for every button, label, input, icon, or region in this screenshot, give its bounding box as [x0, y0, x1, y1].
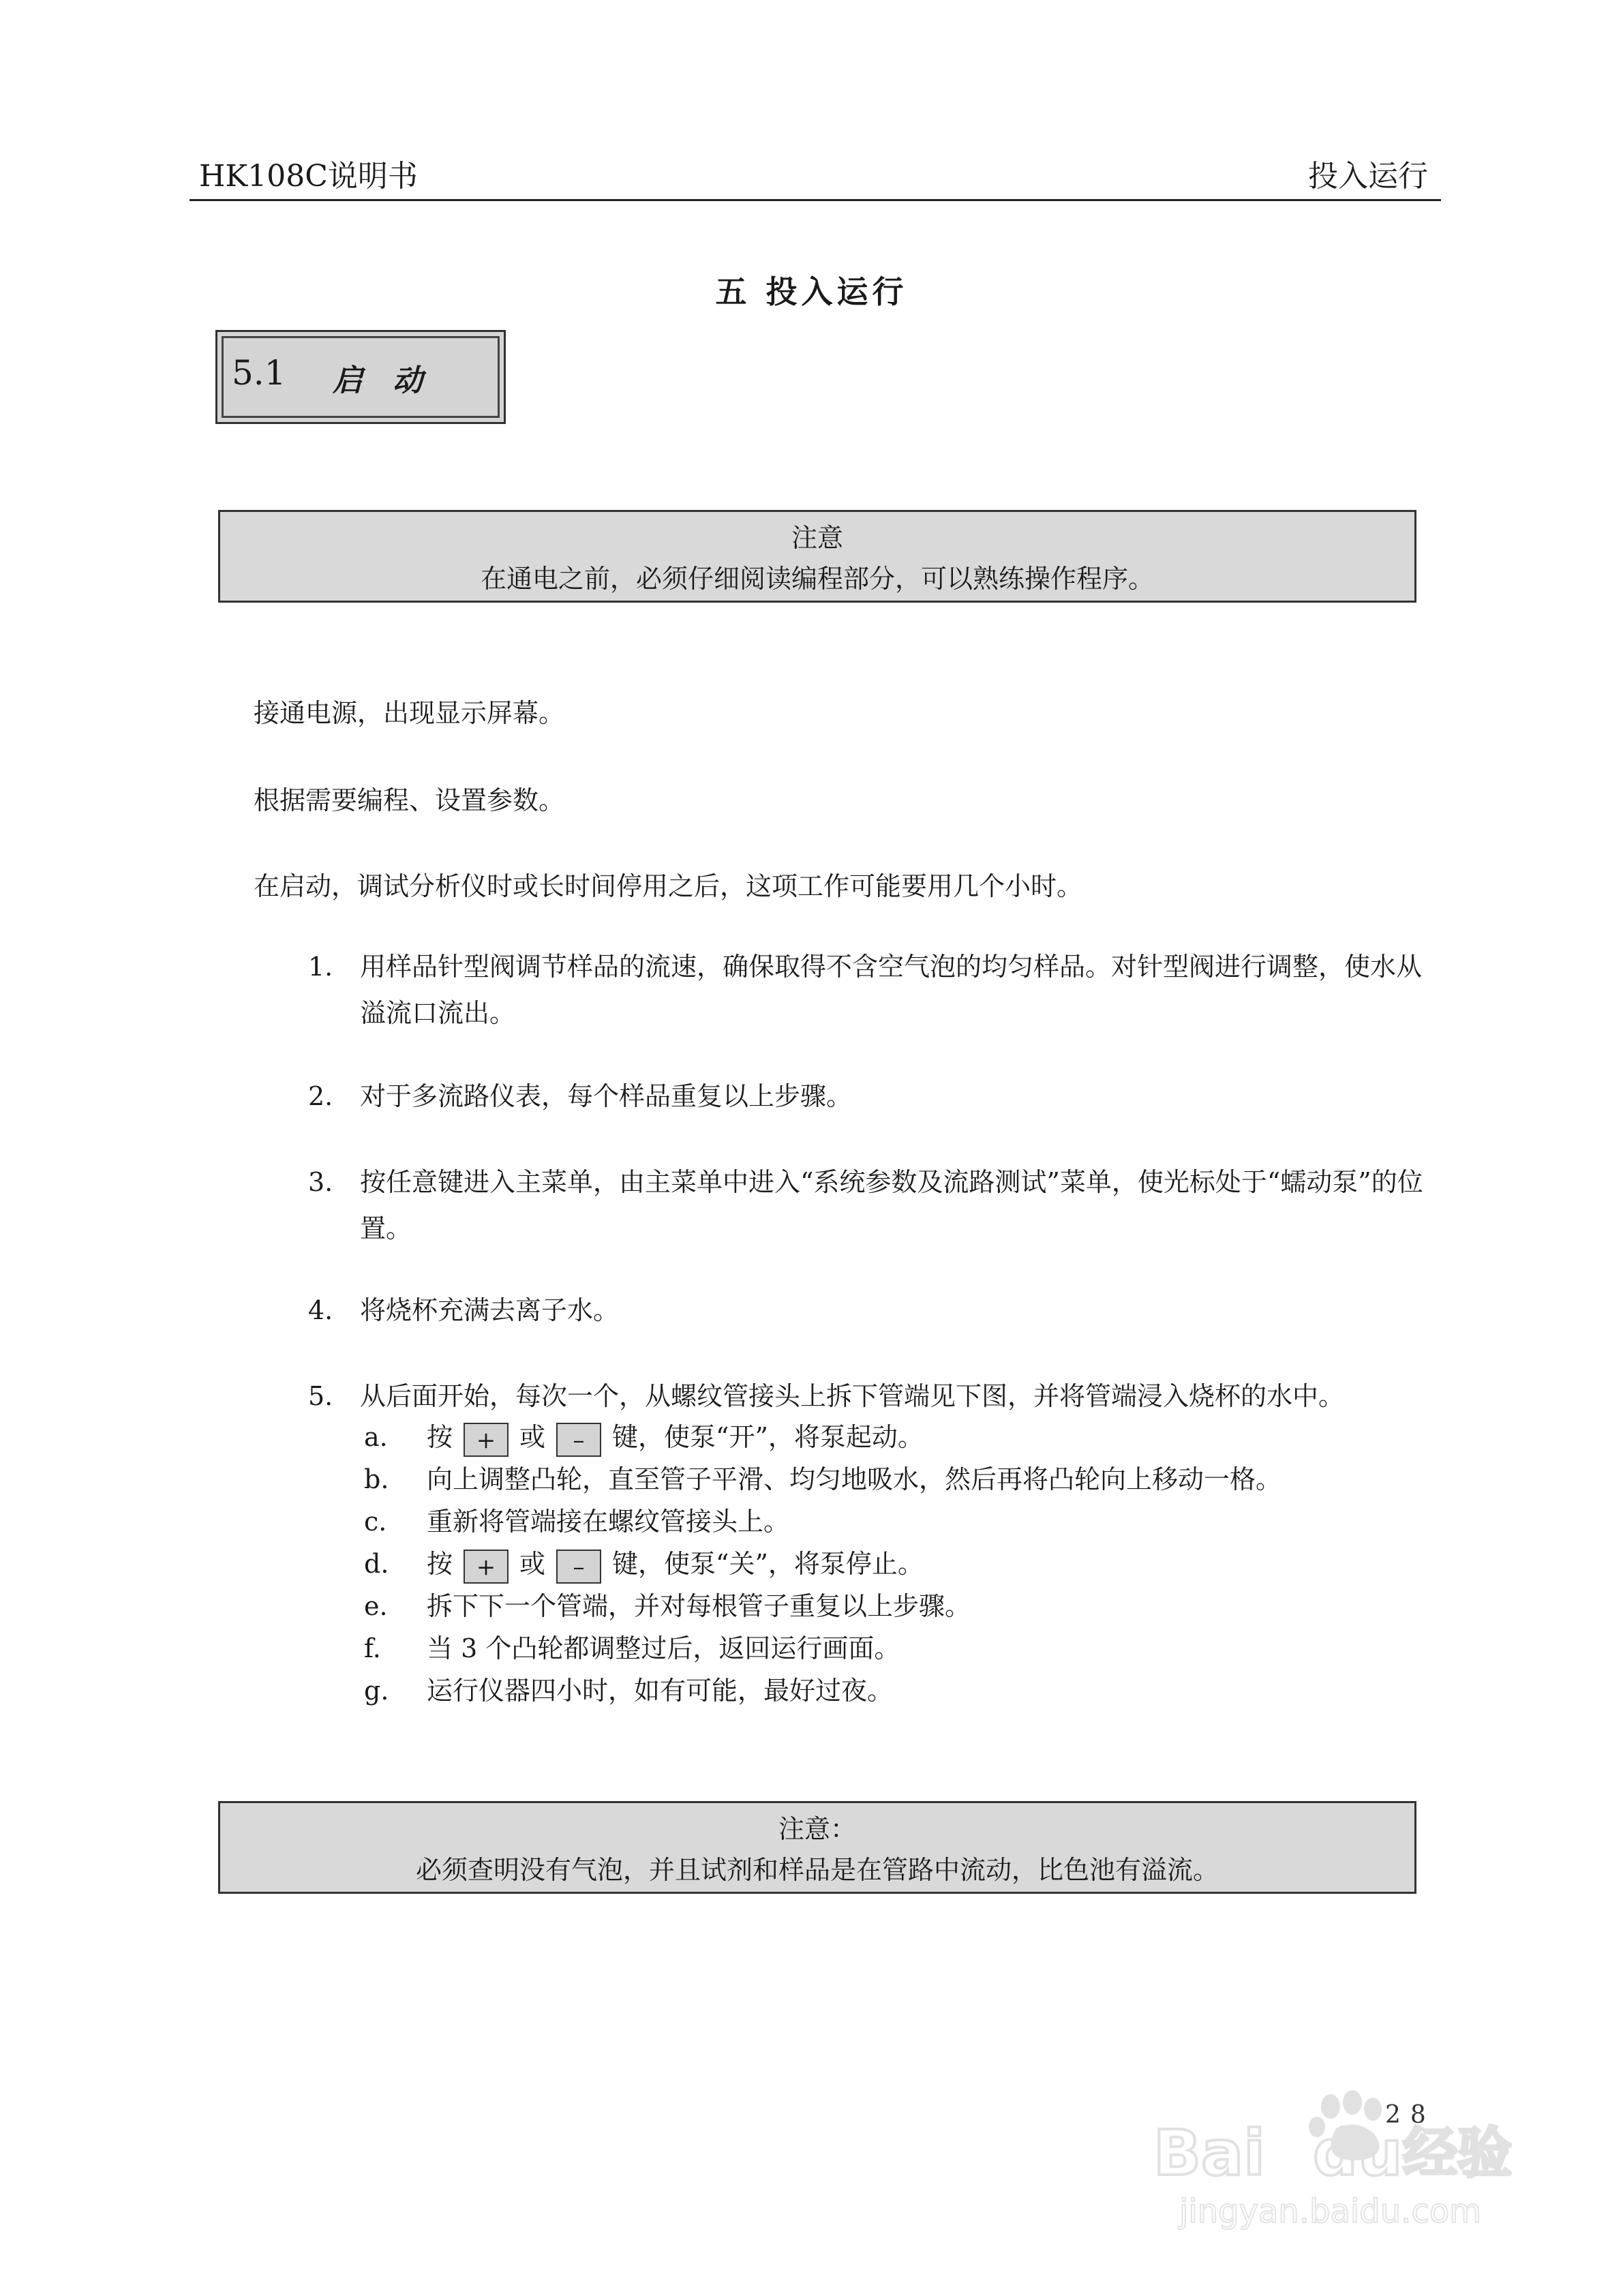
watermark-brand: Bai — [1153, 2117, 1265, 2190]
sub-item-text: 键，使泵“开”，将泵起动。 — [612, 1422, 924, 1452]
note-text: 必须查明没有气泡，并且试剂和样品是在管路中流动，比色池有溢流。 — [415, 1855, 1219, 1885]
sub-item-text: 或 — [519, 1549, 546, 1579]
list-item-text: 用样品针型阀调节样品的流速，确保取得不含空气泡的均匀样品。对针型阀进行调整，使水从溢流口流出。 — [360, 952, 1423, 1028]
section-number: 5.1 — [232, 353, 286, 393]
paragraph: 在启动，调试分析仪时或长时间停用之后，这项工作可能要用几个小时。 — [254, 871, 1083, 901]
note-text: 在通电之前，必须仔细阅读编程部分，可以熟练操作程序。 — [480, 564, 1154, 594]
note-title: 注意 — [791, 523, 843, 553]
sub-item-letter: g. — [364, 1676, 389, 1706]
sub-item-text: 按 — [427, 1422, 453, 1452]
list-item-number: 5. — [308, 1381, 333, 1411]
sub-item-text: 重新将管端接在螺纹管接头上。 — [427, 1507, 790, 1537]
sub-item-text: 拆下下一个管端，并对每根管子重复以上步骤。 — [427, 1591, 971, 1621]
sub-item-text: 向上调整凸轮，直至管子平滑、均匀地吸水，然后再将凸轮向上移动一格。 — [427, 1464, 1282, 1494]
watermark-brand2: du — [1313, 2117, 1403, 2190]
sub-item-letter: f. — [364, 1633, 381, 1663]
watermark-cn: 经验 — [1403, 2121, 1512, 2185]
sub-item-letter: c. — [364, 1507, 387, 1537]
sub-item-letter: e. — [364, 1591, 388, 1621]
header-rule — [189, 199, 1441, 201]
sub-item-letter: b. — [364, 1464, 389, 1494]
watermark-url: jingyan.baidu.com — [1179, 2192, 1481, 2231]
list-item — [308, 1073, 1440, 1119]
sub-item-letter: a. — [364, 1422, 388, 1452]
baidu-jingyan-watermark — [1152, 2086, 1534, 2236]
minus-key: – — [556, 1550, 601, 1584]
sub-item-text: 当 3 个凸轮都调整过后，返回运行画面。 — [427, 1633, 900, 1663]
list-item — [308, 1287, 1440, 1333]
sub-item-text: 运行仪器四小时，如有可能，最好过夜。 — [427, 1676, 894, 1706]
list-item-number: 2. — [308, 1081, 333, 1111]
section-name: 启动 — [333, 363, 453, 398]
sub-item-letter: d. — [364, 1549, 389, 1579]
sub-item-text: 按 — [427, 1549, 453, 1579]
list-item — [308, 1373, 1440, 1419]
header-section-title: 投入运行 — [1308, 159, 1428, 194]
list-item-number: 4. — [308, 1295, 333, 1325]
list-item-text: 将烧杯充满去离子水。 — [360, 1295, 620, 1325]
paragraph: 根据需要编程、设置参数。 — [254, 785, 565, 815]
list-item — [308, 1159, 1440, 1252]
chapter-title: 五 投入运行 — [715, 273, 908, 310]
list-item-text: 对于多流路仪表，每个样品重复以上步骤。 — [360, 1081, 853, 1111]
sub-item-text: 键，使泵“关”，将泵停止。 — [612, 1549, 924, 1579]
header-doc-title: HK108C说明书 — [199, 159, 418, 194]
note-box-bubbles — [218, 1801, 1416, 1894]
list-item-text: 按任意键进入主菜单，由主菜单中进入“系统参数及流路测试”菜单，使光标处于“蠕动泵”的位置。 — [360, 1167, 1423, 1243]
plus-key: + — [464, 1550, 509, 1584]
sub-item-text: 或 — [519, 1422, 546, 1452]
paragraph: 接通电源，出现显示屏幕。 — [254, 698, 565, 728]
plus-key: + — [464, 1423, 509, 1457]
page-number: 28 — [1385, 2101, 1436, 2129]
note-box-precaution — [218, 510, 1416, 603]
minus-key: – — [556, 1423, 601, 1457]
list-item-text: 从后面开始，每次一个，从螺纹管接头上拆下管端见下图，并将管端浸入烧杯的水中。 — [360, 1381, 1345, 1411]
note-title: 注意： — [778, 1814, 856, 1844]
list-item — [308, 943, 1440, 1036]
list-item-number: 3. — [308, 1167, 333, 1197]
list-item-number: 1. — [308, 952, 333, 982]
